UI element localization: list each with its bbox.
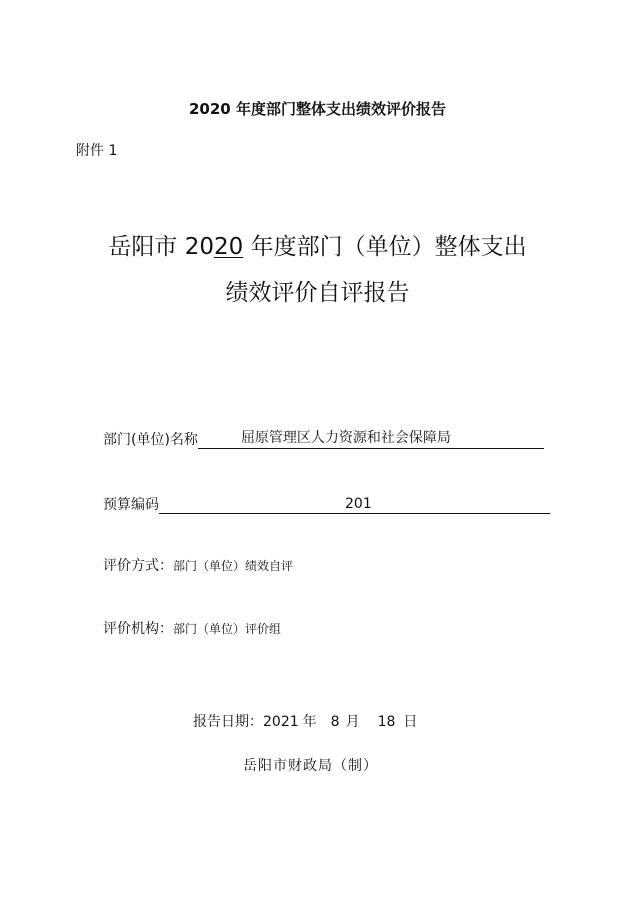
main-title-line2: 绩效评价自评报告 (225, 280, 410, 306)
eval-org-row (103, 618, 281, 638)
budget-code-value: 201 (345, 496, 372, 512)
eval-method-value: 部门（单位）绩效自评 (173, 559, 294, 573)
report-date (193, 711, 417, 731)
dept-name-value: 屈原管理区人力资源和社会保障局 (240, 430, 451, 446)
eval-org-value: 部门（单位）评价组 (173, 622, 282, 636)
report-date-day-unit: 日 (403, 714, 418, 730)
budget-code-label: 预算编码 (103, 497, 159, 513)
issuer-label: 岳阳市财政局（制） (243, 758, 378, 774)
main-title-line1-pre: 岳阳市 20 (108, 234, 214, 260)
report-date-label: 报告日期： (193, 714, 263, 730)
report-date-month: 8 (330, 714, 340, 730)
page-header-title: 2020 年度部门整体支出绩效评价报告 (189, 100, 446, 118)
report-date-day: 18 (377, 714, 396, 730)
eval-method-label: 评价方式： (103, 558, 173, 574)
dept-name-field (198, 428, 544, 449)
dept-name-label: 部门(单位)名称 (103, 432, 198, 448)
main-title-line1-underlined: 20 (213, 234, 244, 260)
budget-code-row (103, 493, 550, 514)
attachment-label: 附件 1 (76, 143, 118, 159)
main-title-line1 (0, 228, 635, 261)
eval-method-row (103, 555, 293, 575)
eval-org-label: 评价机构： (103, 621, 173, 637)
dept-name-row (103, 428, 544, 449)
report-date-month-unit: 月 (345, 714, 360, 730)
main-title-line1-post: 年度部门（单位）整体支出 (243, 234, 527, 260)
budget-code-field (159, 493, 550, 514)
report-date-year-unit: 年 (302, 714, 317, 730)
report-date-year: 2021 (263, 714, 299, 730)
